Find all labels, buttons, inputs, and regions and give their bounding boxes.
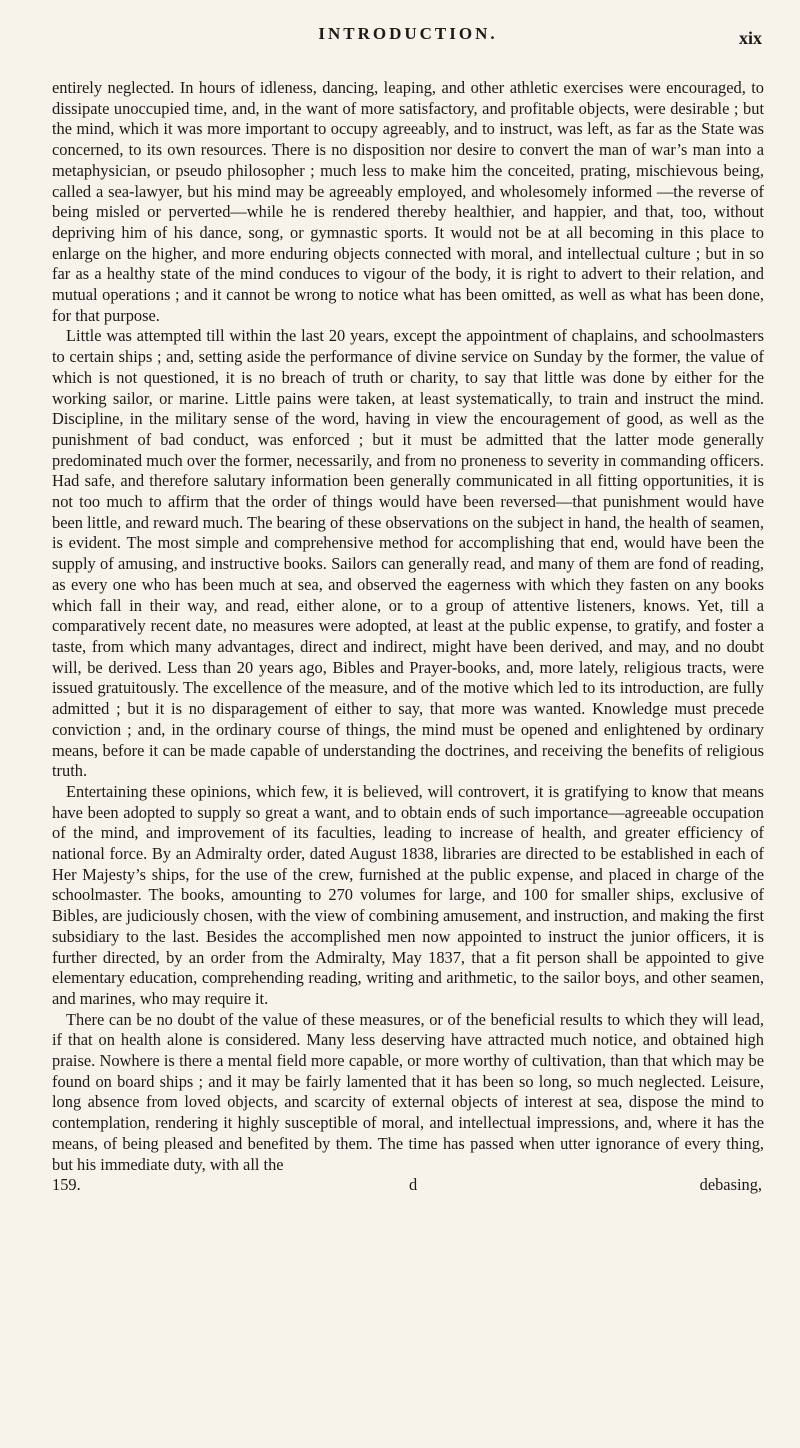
catchword: debasing, — [699, 1175, 762, 1195]
running-title: INTRODUCTION. — [318, 24, 498, 43]
page-footer — [52, 1175, 764, 1197]
body-text — [52, 78, 764, 1175]
page-number: xix — [738, 28, 762, 48]
paragraph: There can be no doubt of the value of these measures, or of the beneficial results to which they will lead, if that on health alone is considered. Many less deserving have attracted much notice, and obtained high praise. Nowhere is there a mental field more capable, or more worthy of cultivation, than that which may be found on board ships ; and it may be fairly lamented that it has been so long, so much neglected. Leisure, long absence from loved objects, and scarcity of external objects of interest at sea, dispose the mind to contemplation, rendering it highly susceptible of moral, and intellectual impressions, and, where it has the means, of being pleased and benefited by them. The time has passed when utter ignorance of every thing, but his immediate duty, with all the — [52, 1009, 764, 1174]
sheet-letter: d — [409, 1175, 418, 1195]
paragraph: Little was attempted till within the last 20 years, except the appointment of chaplains, and schoolmasters to certain ships ; and, setting aside the performance of divine service on Sunday by the former, the value of which is not questioned, it is no breach of truth or charity, to say that little was done by either for the working sailor, or marine. Little pains were taken, at least systematically, to train and instruct the mind. Discipline, in the military sense of the word, having in view the encouragement of good, as well as the punishment of bad conduct, was enforced ; but it must be admitted that the latter mode generally predominated much over the former, necessarily, and from no proneness to severity in commanding officers. Had safe, and therefore salutary information been generally communicated in all fitting opportunities, it is not too much to affirm that the order of things would have been reversed—that punishment would have been little, and reward much. The bearing of these observations on the subject in hand, the health of seamen, is evident. The most simple and comprehensive method for accomplishing that end, would have been the supply of amusing, and instructive books. Sailors can generally read, and many of them are fond of reading, as every one who has been much at sea, and observed the eagerness with which they fasten on any books which fall in their way, and read, either alone, or to a group of attentive listeners, knows. Yet, till a comparatively recent date, no measures were adopted, at least at the public expense, to gratify, and foster a taste, from which many advantages, direct and indirect, might have been derived, and may, and no doubt will, be derived. Less than 20 years ago, Bibles and Prayer-books, and, more lately, religious tracts, were issued gratuitously. The excellence of the measure, and of the motive which led to its introduction, are fully admitted ; but it is no disparagement of either to say, that more was wanted. Knowledge must precede conviction ; and, in the ordinary course of things, the mind must be opened and enlightened by ordinary means, before it can be made capable of understanding the doctrines, and receiving the benefits of religious truth. — [52, 326, 764, 781]
paragraph: Entertaining these opinions, which few, it is believed, will controvert, it is gratifying to know that means have been adopted to supply so great a want, and to obtain ends of such importance—agreeable occupation of the mind, and improvement of its faculties, leading to increase of health, and greater efficiency of national force. By an Admiralty order, dated August 1838, libraries are directed to be established in each of Her Majesty’s ships, for the use of the crew, furnished at the public expense, and placed in charge of the schoolmaster. The books, amounting to 270 volumes for large, and 100 for smaller ships, exclusive of Bibles, are judiciously chosen, with the view of combining amusement, and instruction, and making the first subsidiary to the last. Besides the accomplished men now appointed to instruct the junior officers, it is further directed, by an order from the Admiralty, May 1837, that a fit person shall be appointed to give elementary education, comprehending reading, writing and arithmetic, to the sailor boys, and other seamen, and marines, who may require it. — [52, 781, 764, 1008]
signature-mark: 159. — [52, 1175, 81, 1195]
paragraph: entirely neglected. In hours of idleness, dancing, leaping, and other athletic exercises were encouraged, to dissipate unoccupied time, and, in the want of more satisfactory, and profitable objects, were desirable ; but the mind, which it was more important to occupy agreeably, and to instruct, was left, as far as the State was concerned, to its own resources. There is no disposition nor desire to convert the man of war’s man into a metaphysician, or pseudo philosopher ; much less to make him the conceited, prating, mischievous being, called a sea-lawyer, but his mind may be agreeably employed, and wholesomely informed —the reverse of being misled or perverted—while he is rendered thereby healthier, and happier, and that, too, without depriving him of his dance, song, or gymnastic sports. It would not be at all becoming in this place to enlarge on the higher, and more enduring objects connected with moral, and intellectual culture ; but in so far as a healthy state of the mind conduces to vigour of the body, it is right to advert to their relation, and mutual operations ; and it cannot be wrong to notice what has been omitted, as well as what has been done, for that purpose. — [52, 78, 764, 325]
running-head — [52, 24, 764, 50]
